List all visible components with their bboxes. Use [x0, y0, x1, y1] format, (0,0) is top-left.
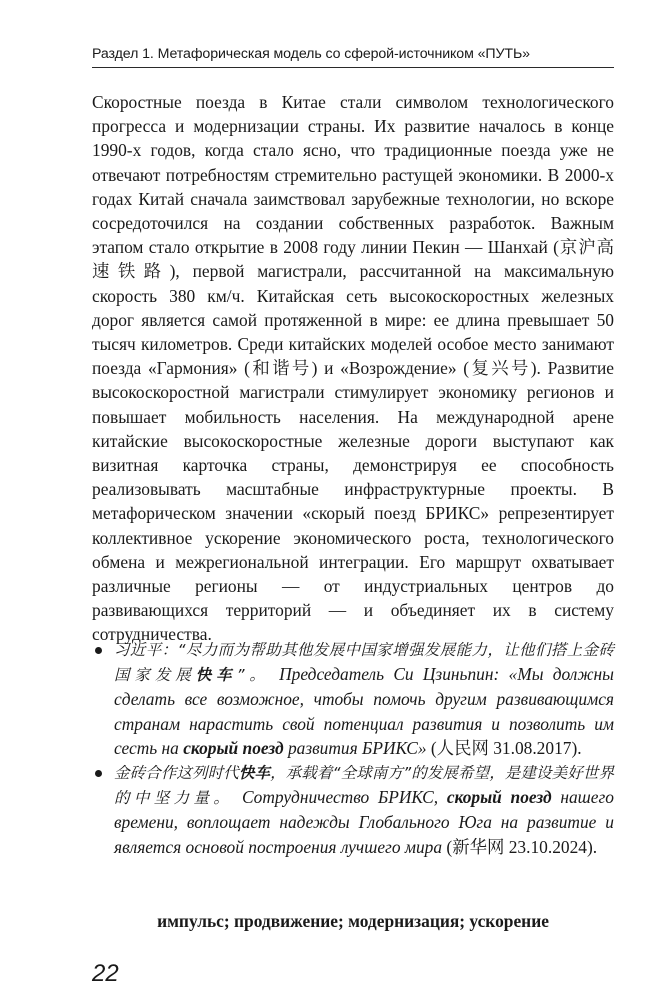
bullet-icon	[95, 770, 102, 777]
example-1-ru-tail: развития БРИКС»	[287, 737, 427, 758]
running-header: Раздел 1. Метафорическая модель со сферой-источником «ПУТЬ»	[92, 46, 614, 68]
page-number: 22	[92, 960, 119, 987]
example-2-ru-keyword: скорый поезд	[446, 787, 552, 808]
example-2-zh-tail: ，承载着“全球南方”的发展希望，是建设美好世界的中坚力量。	[114, 764, 614, 808]
example-1-ru-keyword: скорый поезд	[183, 737, 284, 758]
example-1-zh-text: 习近平：“尽力而为帮助其他发展中国家增强发展能力，让他们搭上金砖国家发展	[114, 641, 614, 685]
example-item-2	[92, 760, 614, 859]
keywords-line: импульс; продвижение; модернизация; ускорение	[157, 911, 549, 931]
example-1-source: (人民网 31.08.2017).	[430, 737, 582, 758]
example-1-zh-tail: ”。	[236, 666, 270, 685]
examples-list	[92, 637, 614, 859]
example-2-ru-tail: нашего времени, воплощает надежды Глобального Юга на развитие и является основой построения лучшего мира	[114, 787, 614, 857]
example-2-zh-text: 金砖合作这列时代	[114, 764, 239, 783]
example-item-1	[92, 637, 614, 760]
example-2-ru-text: Сотрудничество БРИКС,	[241, 787, 439, 808]
example-2-source: (新华网 23.10.2024).	[446, 836, 598, 857]
example-1-ru-text: Председатель Си Цзиньпин: «Мы должны сделать все возможное, чтобы помочь другим развивающимся странам нарастить свой потенциал развития и позволить им сесть на	[114, 664, 614, 758]
example-1-zh-keyword: 快车	[195, 666, 237, 685]
body-paragraph: Скоростные поезда в Китае стали символом технологического прогресса и модернизации страны. Их развитие началось в конце 1990-х годов, когда стало ясно, что традиционные поезда уже не отвечают потребностям стремительно растущей экономики. В 2000-х годах Китай сначала заимствовал зарубежные технологии, но вскоре сосредоточился на создании собственных разработок. Важным этапом стало открытие в 2008 году линии Пекин — Шанхай (京沪高速铁路), первой магистрали, рассчитанной на максимальную скорость 380 км/ч. Китайская сеть высокоскоростных железных дорог является самой протяженной в мире: ее длина превышает 50 тысяч километров. Среди китайских моделей особое место занимают поезда «Гармония» (和谐号) и «Возрождение» (复兴号). Развитие высокоскоростной магистрали стимулирует экономику регионов и повышает мобильность населения. На международной арене китайские высокоскоростные железные дороги выступают как визитная карточка страны, демонстрируя ее способность реализовывать масштабные инфраструктурные проекты. В метафорическом значении «скорый поезд БРИКС» репрезентирует коллективное ускорение экономического роста, технологического обмена и межрегиональной интеграции. Его маршрут охватывает различные регионы — от индустриальных центров до развивающихся территорий — и объединяет их в систему сотрудничества.	[92, 92, 614, 645]
bullet-icon	[95, 647, 102, 654]
example-2-zh-keyword: 快车	[238, 764, 271, 783]
